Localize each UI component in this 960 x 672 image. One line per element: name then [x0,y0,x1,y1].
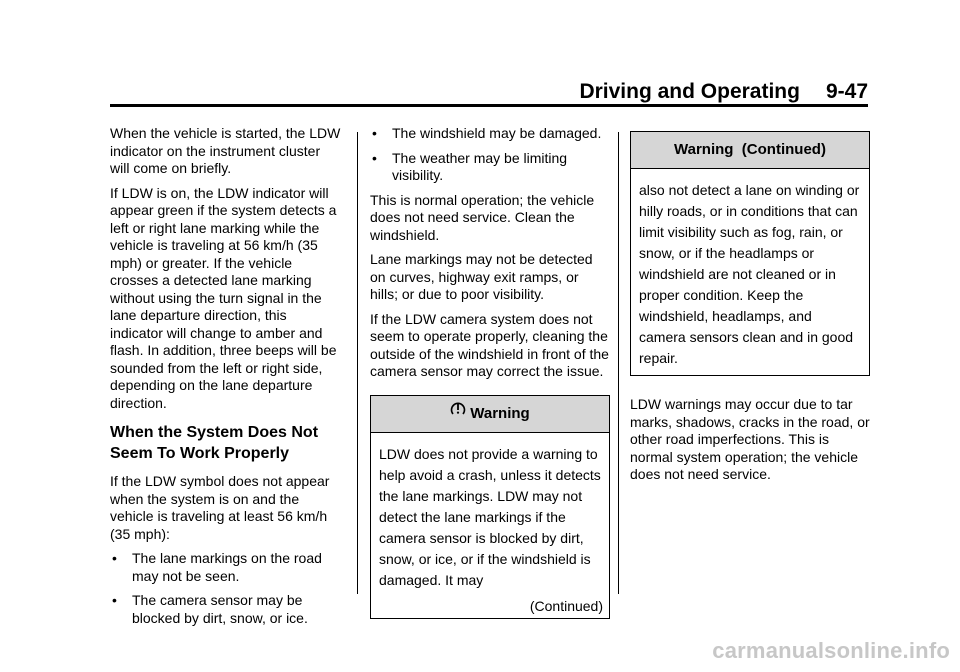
warning-box [370,395,610,619]
bullet-icon: • [372,149,377,166]
paragraph: If the LDW symbol does not appear when the system is on and the vehicle is traveling at least 56 km/h (35 mph): [110,473,330,542]
column-divider [357,132,358,594]
warning-header [371,396,609,433]
list-item-text: The windshield may be damaged. [392,125,602,141]
list-item-text: The camera sensor may be blocked by dirt, snow, or ice. [132,592,308,626]
header-rule [110,104,868,107]
paragraph: Lane markings may not be detected on curves, highway exit ramps, or hills; or due to poor visibility. [370,251,593,302]
warning-symbol-icon [450,394,466,430]
warning-text: also not detect a lane on winding or hilly roads, or in conditions that can limit visibility such as fog, rain, or snow, or if the headlamps or windshield are not cleaned or in proper condition. Keep the windshield, headlamps, and camera sensors clean and in good repair. [639,182,860,366]
section-title: Driving and Operating [579,80,800,103]
warning-box-continued [630,131,870,376]
list-item-text: The weather may be limiting visibility. [392,149,568,183]
list-item [110,592,342,627]
warning-body [371,433,609,597]
list-item [370,150,610,185]
list-item-text: The lane markings on the road may not be seen. [132,550,322,584]
warning-title: Warning [470,404,530,422]
paragraph: LDW warnings may occur due to tar marks, shadows, cracks in the road, or other road imperfections. This is normal system operation; the vehicle does not need service. [630,396,870,482]
bullet-icon: • [112,550,117,566]
continued-label: (Continued) [529,597,603,614]
list-item [110,550,342,585]
bullet-icon: • [372,125,377,141]
watermark: carmanualsonline.info [712,638,950,663]
section-heading: When the System Does Not Seem To Work Properly [110,424,319,462]
paragraph: This is normal operation; the vehicle does not need service. Clean the windshield. [370,191,595,243]
warning-header: Warning (Continued) [631,132,869,169]
paragraph: If LDW is on, the LDW indicator will appear green if the system detects a left or right lane marking while the vehicle is traveling at 56 km/h (35 mph) or greater. If the vehicle crosses a detected lane marking without using the turn signal in the lane departure direction, this indicator will change to amber and flash. In addition, three beeps will be sounded from the left or right side, depending on the lane departure direction. [110,184,337,411]
warning-text: LDW does not provide a warning to help avoid a crash, unless it detects the lane markings. LDW may not detect the lane markings if the camera sensor is blocked by dirt, snow, or ice, or if the windshield is damaged. It may [379,445,601,588]
bullet-icon: • [112,592,117,608]
column-divider [618,132,619,594]
warning-body [631,169,869,375]
paragraph: If the LDW camera system does not seem to operate properly, cleaning the outside of the windshield in front of the camera sensor may correct the issue. [370,310,609,379]
list-item [370,125,610,143]
column-1 [110,125,342,634]
column-3 [630,125,870,491]
column-2 [370,125,610,619]
paragraph: When the vehicle is started, the LDW indicator on the instrument cluster will come on briefly. [110,125,341,176]
page-number: 9-47 [825,80,868,103]
